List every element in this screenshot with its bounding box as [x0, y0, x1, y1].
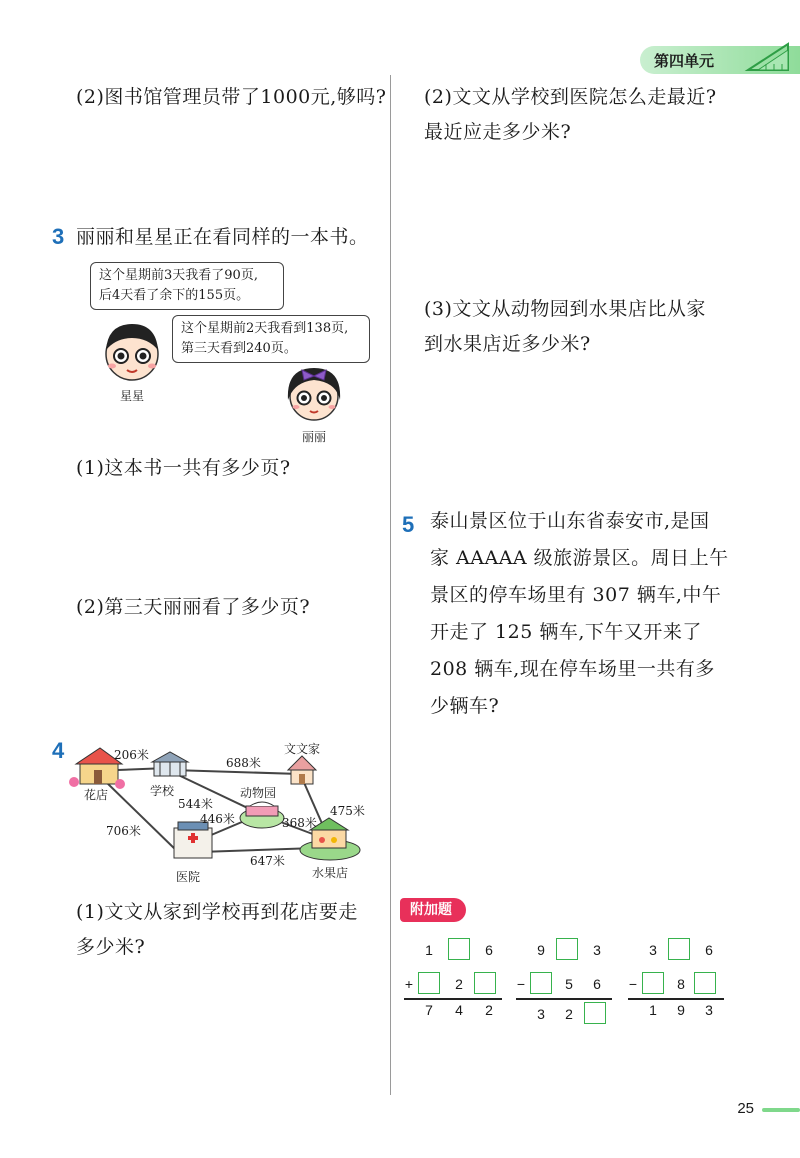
digit: 3	[593, 942, 601, 958]
dist-flower-hospital: 706米	[106, 824, 141, 838]
girl-avatar-icon	[280, 360, 348, 428]
answer-box[interactable]	[418, 972, 440, 994]
q5-line: 开走了 125 辆车,下午又开来了	[430, 621, 702, 643]
bonus-problem-3	[628, 936, 728, 1020]
answer-box[interactable]	[642, 972, 664, 994]
label-fruit: 水果店	[312, 866, 349, 880]
sum-line	[404, 998, 502, 1000]
answer-box[interactable]	[694, 972, 716, 994]
question-2-prev: (2)图书馆管理员带了1000元,够吗?	[76, 86, 387, 108]
digit: 7	[425, 1002, 433, 1018]
dist-zoo-hospital: 446米	[200, 812, 235, 826]
unit-tag	[640, 46, 800, 74]
digit: 9	[537, 942, 545, 958]
digit: 1	[425, 942, 433, 958]
bubble-line: 这个星期前3天我看了90页,	[99, 268, 258, 283]
question-3-sub1: (1)这本书一共有多少页?	[76, 457, 291, 479]
answer-box[interactable]	[530, 972, 552, 994]
label-school: 学校	[150, 784, 175, 798]
question-4-sub1-line1: (1)文文从家到学校再到花店要走	[76, 901, 358, 923]
digit: 3	[649, 942, 657, 958]
operator: −	[516, 976, 526, 992]
question-4-sub3-line2: 到水果店近多少米?	[424, 333, 591, 355]
label-flower: 花店	[84, 788, 109, 802]
operator: +	[404, 976, 414, 992]
dist-school-zoo: 544米	[178, 797, 213, 811]
digit: 2	[565, 1006, 573, 1022]
q5-line: 泰山景区位于山东省泰安市,是国	[430, 510, 710, 532]
question-4-sub1-line2: 多少米?	[76, 936, 146, 958]
question-number-3: 3	[52, 224, 65, 249]
answer-box[interactable]	[556, 938, 578, 960]
digit: 6	[485, 942, 493, 958]
dist-home-fruit: 475米	[330, 804, 365, 818]
label-hospital: 医院	[176, 870, 201, 884]
question-3-text: 丽丽和星星正在看同样的一本书。	[76, 226, 369, 248]
dist-school-home: 688米	[226, 756, 261, 770]
page-accent-bar	[762, 1108, 800, 1112]
school-icon	[152, 752, 188, 776]
digit: 6	[705, 942, 713, 958]
question-number-5: 5	[402, 512, 415, 537]
digit: 8	[677, 976, 685, 992]
hospital-icon	[174, 822, 212, 858]
question-5-body	[430, 503, 780, 725]
digit: 3	[705, 1002, 713, 1018]
question-number-4: 4	[52, 738, 65, 763]
digit: 1	[649, 1002, 657, 1018]
bonus-problem-1	[404, 936, 504, 1020]
name-lili: 丽丽	[302, 430, 327, 444]
dist-zoo-fruit: 368米	[282, 816, 317, 830]
column-divider	[390, 75, 391, 1095]
question-3-sub2: (2)第三天丽丽看了多少页?	[76, 596, 311, 618]
bubble-line: 这个星期前2天我看到138页,	[181, 321, 349, 336]
digit: 9	[677, 1002, 685, 1018]
unit-title: 第四单元	[654, 52, 715, 70]
speech-bubble-xingxing	[90, 262, 284, 310]
dist-flower-school: 206米	[114, 748, 149, 762]
operator: −	[628, 976, 638, 992]
bubble-line: 第三天看到240页。	[181, 341, 297, 356]
bonus-problem-2	[516, 936, 616, 1030]
question-4-sub2-line2: 最近应走多少米?	[424, 121, 572, 143]
dist-hospital-fruit: 647米	[250, 854, 285, 868]
digit: 5	[565, 976, 573, 992]
zoo-icon	[240, 802, 284, 828]
name-xingxing: 星星	[120, 389, 145, 403]
bonus-tag: 附加题	[400, 898, 466, 922]
boy-avatar-icon	[96, 316, 168, 388]
digit: 2	[485, 1002, 493, 1018]
answer-box[interactable]	[668, 938, 690, 960]
answer-box[interactable]	[584, 1002, 606, 1024]
q5-line: 208 辆车,现在停车场里一共有多	[430, 658, 715, 680]
home-icon	[288, 756, 316, 784]
q5-line: 少辆车?	[430, 695, 500, 717]
label-zoo: 动物园	[240, 786, 277, 800]
q5-line: 家 AAAAA 级旅游景区。周日上午	[430, 547, 729, 569]
bubble-line: 后4天看了余下的155页。	[99, 288, 250, 303]
q5-line: 景区的停车场里有 307 辆车,中午	[430, 584, 722, 606]
difference-line	[516, 998, 612, 1000]
difference-line	[628, 998, 724, 1000]
ruler-icon	[744, 42, 794, 74]
question-4-sub3-line1: (3)文文从动物园到水果店比从家	[424, 298, 706, 320]
digit: 2	[455, 976, 463, 992]
digit: 6	[593, 976, 601, 992]
answer-box[interactable]	[448, 938, 470, 960]
question-4-sub2-line1: (2)文文从学校到医院怎么走最近?	[424, 86, 717, 108]
digit: 3	[537, 1006, 545, 1022]
page-number: 25	[737, 1100, 754, 1117]
label-home: 文文家	[284, 742, 321, 756]
speech-bubble-lili	[172, 315, 370, 363]
answer-box[interactable]	[474, 972, 496, 994]
digit: 4	[455, 1002, 463, 1018]
